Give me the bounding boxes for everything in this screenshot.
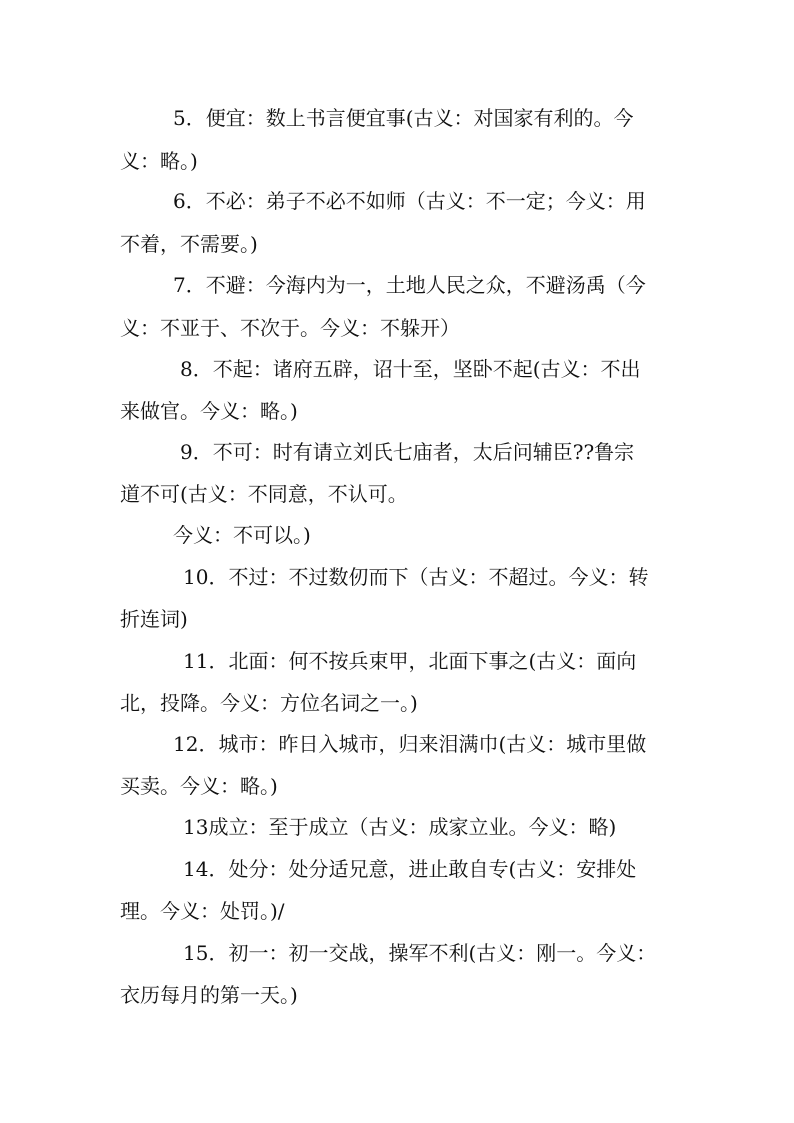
- text-line: 7．不避：今海内为一，土地人民之众，不避汤禹（今: [173, 273, 646, 297]
- text-line: 来做官。今义：略。): [120, 399, 298, 423]
- text-line: 衣历每月的第一天。): [120, 983, 298, 1007]
- text-line: 义：略。): [120, 149, 198, 173]
- text-line: 13成立：至于成立（古义：成家立业。今义：略): [183, 815, 617, 839]
- text-line: 9．不可：时有请立刘氏七庙者，太后问辅臣??鲁宗: [180, 440, 635, 464]
- text-line: 15．初一：初一交战，操军不利(古义：刚一。今义：: [183, 941, 657, 965]
- text-line: 不着，不需要。): [120, 232, 258, 256]
- text-line: 买卖。今义：略。): [120, 774, 278, 798]
- text-line: 5．便宜：数上书言便宜事(古义：对国家有利的。今: [173, 106, 634, 130]
- text-line: 12．城市：昨日入城市，归来泪满巾(古义：城市里做: [173, 732, 647, 756]
- text-line: 14．处分：处分适兄意，进止敢自专(古义：安排处: [183, 857, 637, 881]
- text-line: 10．不过：不过数仞而下（古义：不超过。今义：转: [183, 565, 649, 589]
- text-line: 北，投降。今义：方位名词之一。): [120, 691, 418, 715]
- text-line: 折连词): [120, 607, 188, 631]
- text-line: 理。今义：处罚。)/: [120, 899, 285, 923]
- text-line: 6．不必：弟子不必不如师（古义：不一定；今义：用: [173, 189, 646, 213]
- text-line: 11．北面：何不按兵束甲，北面下事之(古义：面向: [183, 649, 637, 673]
- text-line: 今义：不可以。): [173, 523, 311, 547]
- text-line: 8．不起：诸府五辟，诏十至，坚卧不起(古义：不出: [180, 357, 641, 381]
- text-line: 道不可(古义：不同意，不认可。: [120, 482, 408, 506]
- text-line: 义：不亚于、不次于。今义：不躲开）: [120, 316, 460, 340]
